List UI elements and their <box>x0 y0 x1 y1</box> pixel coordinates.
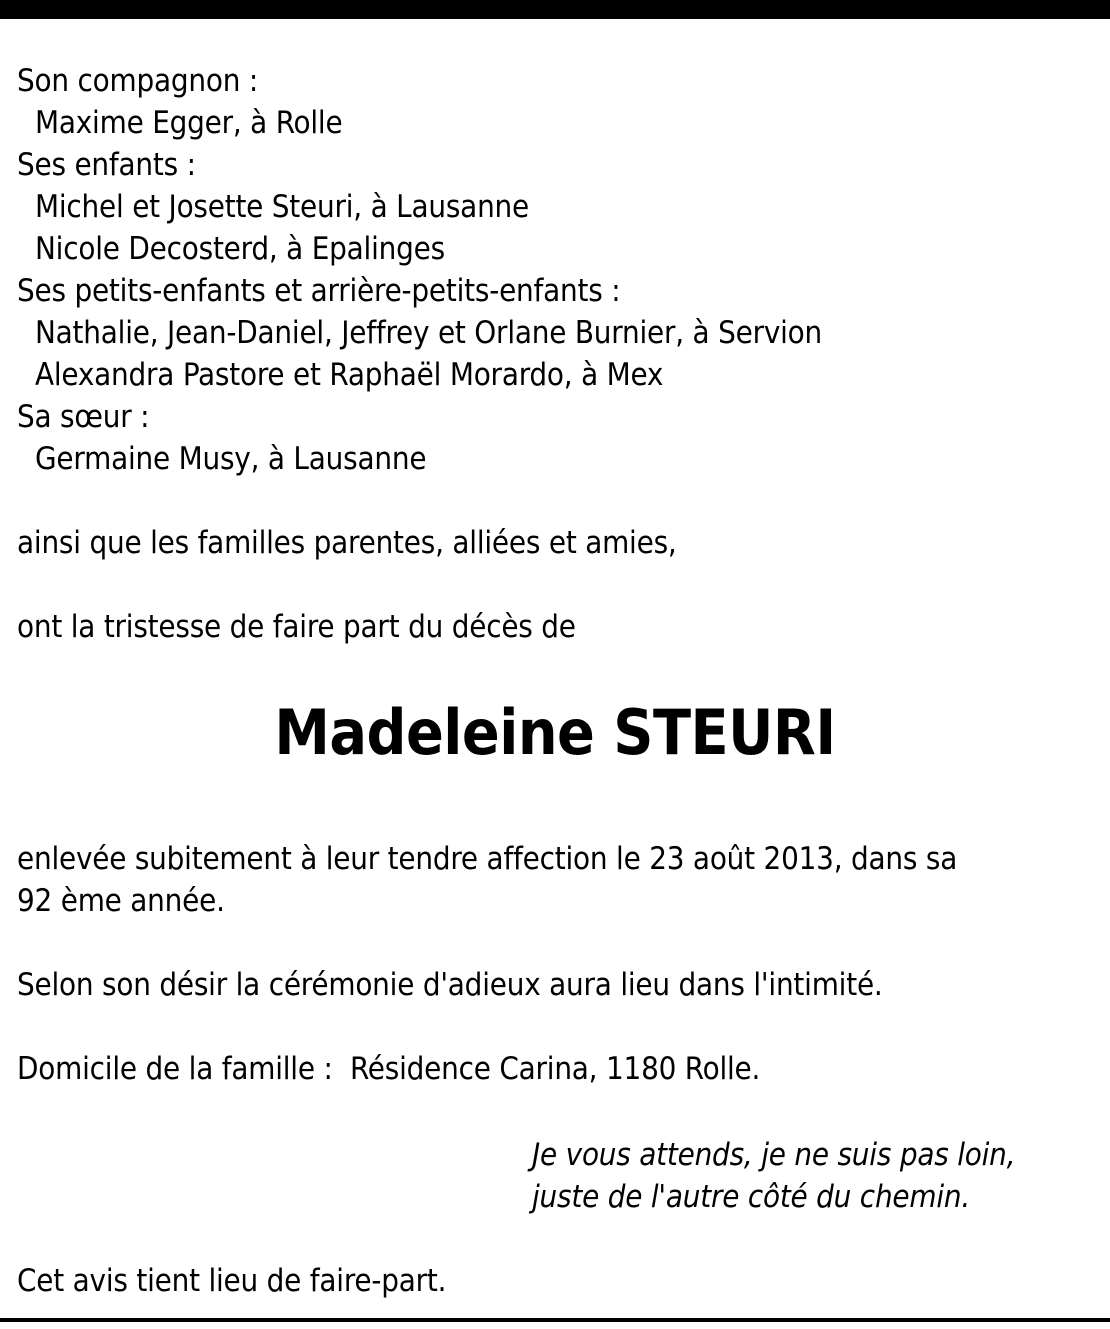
family-section <box>17 60 1097 648</box>
spacer <box>17 480 1097 522</box>
spacer <box>17 922 1097 964</box>
closing-line: Cet avis tient lieu de faire-part. <box>17 1263 447 1299</box>
spacer <box>17 1006 1097 1048</box>
domicile-line <box>17 1048 1097 1090</box>
ceremony-line: Selon son désir la cérémonie d'adieux aura lieu dans l'intimité. <box>17 967 883 1003</box>
top-border-rule <box>0 0 1110 19</box>
child-entry: Michel et Josette Steuri, à Lausanne <box>35 189 529 225</box>
child-entry: Nicole Decosterd, à Epalinges <box>35 231 445 267</box>
quote-line-1: Je vous attends, je ne suis pas loin, <box>532 1137 1016 1173</box>
spacer <box>17 564 1097 606</box>
grandchild-entry: Alexandra Pastore et Raphaël Morardo, à Mex <box>35 357 664 393</box>
sister-name: Germaine Musy, à Lausanne <box>35 441 427 477</box>
companion-name: Maxime Egger, à Rolle <box>35 105 343 141</box>
domicile-value: Résidence Carina, 1180 Rolle. <box>350 1051 761 1087</box>
grandchild-entry: Nathalie, Jean-Daniel, Jeffrey et Orlane Burnier, à Servion <box>35 315 823 351</box>
families-line: ainsi que les familles parentes, alliées et amies, <box>17 525 677 561</box>
deceased-name: Madeleine STEURI <box>274 696 836 769</box>
details-section <box>17 838 1097 1090</box>
grandchildren-label: Ses petits-enfants et arrière-petits-enfants : <box>17 273 621 309</box>
death-line-1: enlevée subitement à leur tendre affection le 23 août 2013, dans sa <box>17 841 958 877</box>
sister-label: Sa sœur : <box>17 399 150 435</box>
quote-line-2: juste de l'autre côté du chemin. <box>532 1179 971 1215</box>
quote-block <box>532 1134 1092 1218</box>
death-line-2: 92 ème année. <box>17 883 225 919</box>
companion-label: Son compagnon : <box>17 63 259 99</box>
domicile-label: Domicile de la famille : <box>17 1051 333 1087</box>
children-label: Ses enfants : <box>17 147 196 183</box>
announcement-line: ont la tristesse de faire part du décès de <box>17 609 576 645</box>
bottom-border-rule <box>0 1318 1110 1322</box>
